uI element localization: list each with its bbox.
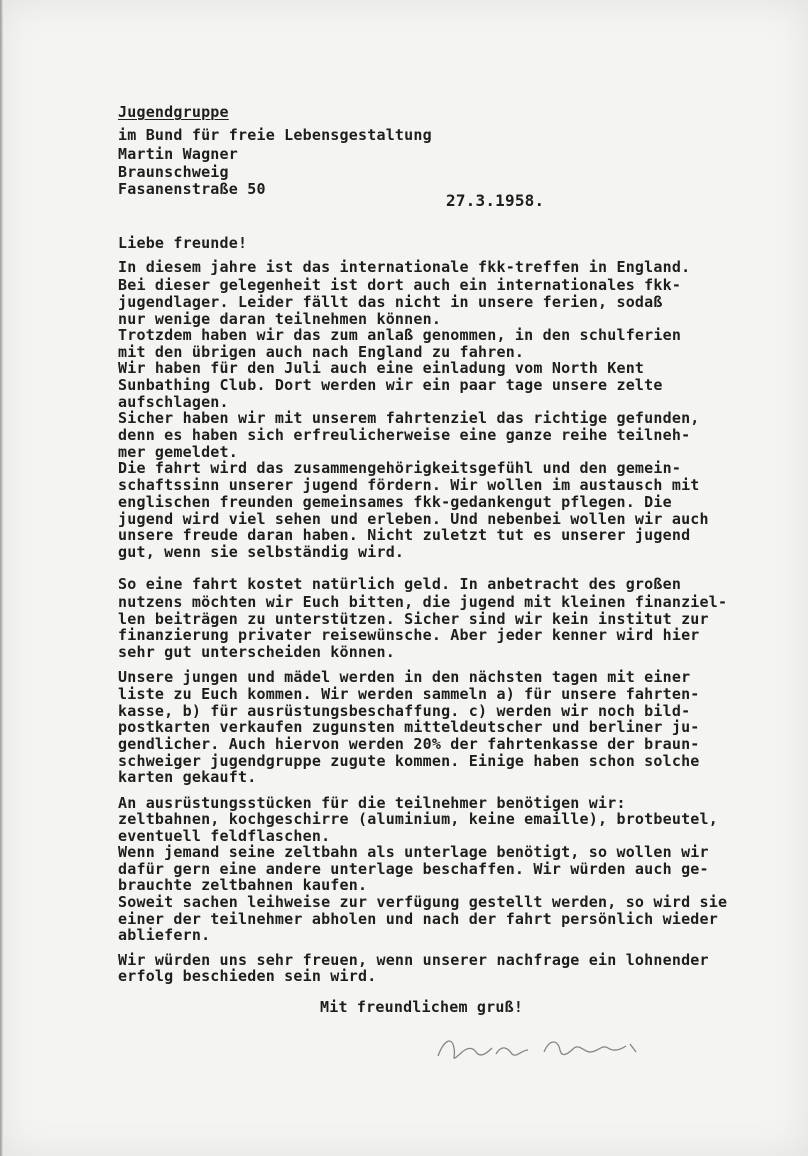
sender-name: Martin Wagner: [118, 145, 238, 163]
body-line: abliefern.: [118, 926, 211, 944]
body-line: Soweit sachen leihweise zur verfügung gestellt werden, so wird sie: [118, 893, 728, 911]
body-line: So eine fahrt kostet natürlich geld. In anbetracht des großen: [118, 575, 682, 593]
body-line: karten gekauft.: [118, 768, 257, 786]
body-line: jugendlager. Leider fällt das nicht in unsere ferien, sodaß: [118, 293, 663, 311]
body-line: Sicher haben wir mit unserem fahrtenziel das richtige gefunden,: [118, 409, 700, 427]
body-line: Wir haben für den Juli auch eine einladung vom North Kent: [118, 359, 645, 377]
salutation: Liebe freunde!: [118, 234, 248, 252]
letter-date: 27.3.1958.: [446, 191, 545, 210]
body-line: brauchte zeltbahnen kaufen.: [118, 876, 368, 894]
body-line: len beiträgen zu unterstützen. Sicher sind wir kein institut zur: [118, 610, 709, 628]
page-edge-shadow: [0, 0, 4, 1156]
body-line: erfolg beschieden sein wird.: [118, 967, 377, 985]
body-line: gendlicher. Auch hiervon werden 20% der fahrtenkasse der braun-: [118, 735, 700, 753]
sender-city: Braunschweig: [118, 163, 229, 181]
body-line: einer der teilnehmer abholen und nach der fahrt persönlich wieder: [118, 910, 718, 928]
body-line: schweiger jugendgruppe zugute kommen. Einige haben schon solche: [118, 752, 700, 770]
body-line: Wir würden uns sehr freuen, wenn unserer nachfrage ein lohnender: [118, 951, 709, 969]
body-line: mer gemeldet.: [118, 443, 238, 461]
body-line: nutzens möchten wir Euch bitten, die jugend mit kleinen finanziel-: [118, 593, 728, 611]
closing: Mit freundlichem gruß!: [320, 998, 524, 1016]
body-line: An ausrüstungsstücken für die teilnehmer benötigen wir:: [118, 794, 626, 812]
body-line: kasse, b) für ausrüstungsbeschaffung. c) werden wir noch bild-: [118, 702, 691, 720]
body-line: In diesem jahre ist das internationale fkk-treffen in England.: [118, 258, 691, 276]
body-line: eventuell feldflaschen.: [118, 827, 331, 845]
body-line: nur wenige daran teilnehmen können.: [118, 310, 442, 328]
body-line: finanzierung privater reisewünsche. Aber jeder kenner wird hier: [118, 626, 700, 644]
body-line: Sunbathing Club. Dort werden wir ein paar tage unsere zelte: [118, 376, 663, 394]
body-line: gut, wenn sie selbständig wird.: [118, 543, 405, 561]
body-line: jugend wird viel sehen und erleben. Und nebenbei wollen wir auch: [118, 510, 709, 528]
body-line: unsere freude daran haben. Nicht zuletzt tut es unserer jugend: [118, 526, 691, 544]
body-line: Trotzdem haben wir das zum anlaß genommen, in den schulferien: [118, 326, 682, 344]
body-line: Unsere jungen und mädel werden in den nächsten tagen mit einer: [118, 668, 691, 686]
body-line: aufschlagen.: [118, 393, 229, 411]
body-line: Die fahrt wird das zusammengehörigkeitsgefühl und den gemein-: [118, 459, 682, 477]
sender-group: Jugendgruppe: [118, 103, 229, 121]
sender-organization: im Bund für freie Lebensgestaltung: [118, 126, 432, 144]
body-line: Wenn jemand seine zeltbahn als unterlage benötigt, so wollen wir: [118, 843, 709, 861]
body-line: englischen freunden gemeinsames fkk-gedankengut pflegen. Die: [118, 493, 672, 511]
body-line: postkarten verkaufen zugunsten mitteldeutscher und berliner ju-: [118, 718, 700, 736]
signature-image: [432, 1018, 672, 1073]
body-line: denn es haben sich erfreulicherweise eine ganze reihe teilneh-: [118, 426, 691, 444]
body-line: mit den übrigen auch nach England zu fahren.: [118, 343, 525, 361]
body-line: dafür gern eine andere unterlage beschaffen. Wir würden auch ge-: [118, 860, 709, 878]
sender-street: Fasanenstraße 50: [118, 180, 266, 198]
body-line: sehr gut unterscheiden können.: [118, 643, 395, 661]
body-line: schaftssinn unserer jugend fördern. Wir wollen im austausch mit: [118, 476, 700, 494]
body-line: liste zu Euch kommen. Wir werden sammeln a) für unsere fahrten-: [118, 685, 700, 703]
body-line: zeltbahnen, kochgeschirre (aluminium, keine emaille), brotbeutel,: [118, 810, 718, 828]
body-line: Bei dieser gelegenheit ist dort auch ein internationales fkk-: [118, 276, 682, 294]
